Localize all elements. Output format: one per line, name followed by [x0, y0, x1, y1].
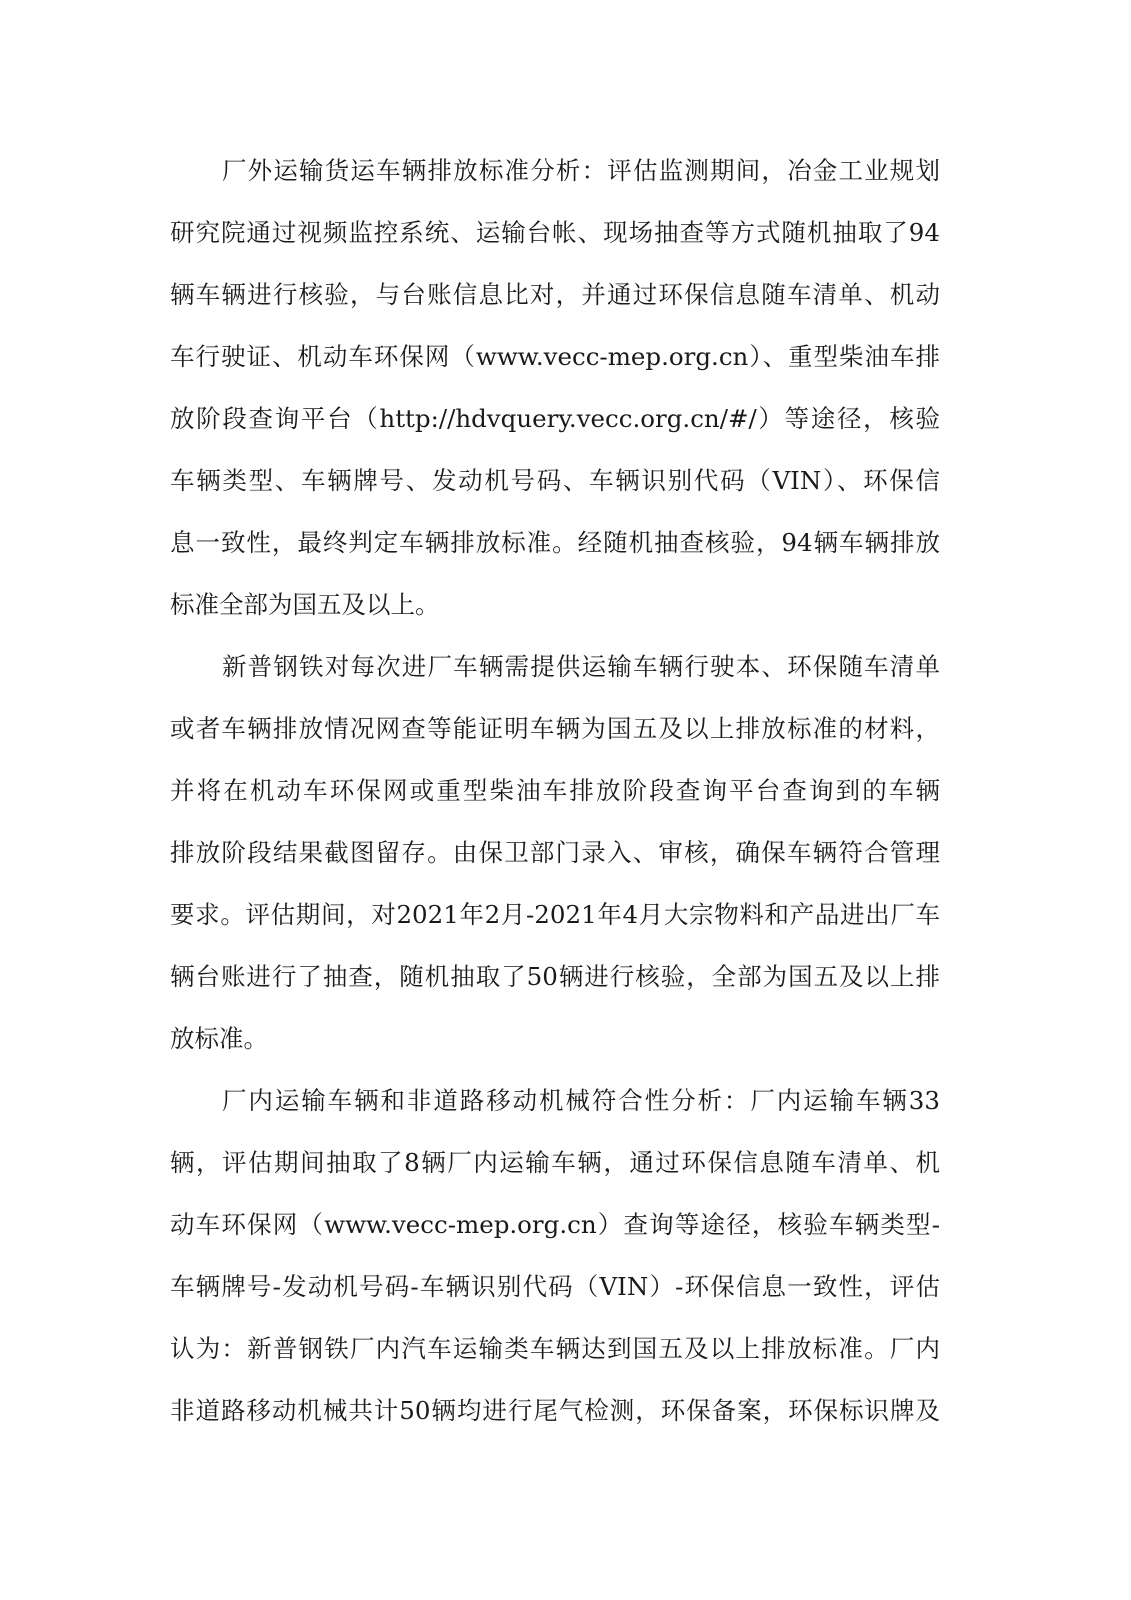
text-line: 辆，评估期间抽取了8辆厂内运输车辆，通过环保信息随车清单、机: [170, 1148, 940, 1177]
paragraph-entry-requirements: [170, 636, 940, 1070]
text-line: 非道路移动机械共计50辆均进行尾气检测，环保备案，环保标识牌及: [170, 1396, 940, 1425]
document-body: [170, 140, 940, 1442]
text-line: 车行驶证、机动车环保网（www.vecc-mep.org.cn）、重型柴油车排: [170, 342, 940, 371]
text-line: 厂内运输车辆和非道路移动机械符合性分析：厂内运输车辆33: [222, 1086, 940, 1115]
text-line: 辆台账进行了抽查，随机抽取了50辆进行核验，全部为国五及以上排: [170, 962, 940, 991]
text-line: 或者车辆排放情况网查等能证明车辆为国五及以上排放标准的材料，: [170, 714, 940, 743]
text-line: 车辆牌号-发动机号码-车辆识别代码（VIN）-环保信息一致性，评估: [170, 1272, 940, 1301]
text-line: 息一致性，最终判定车辆排放标准。经随机抽查核验，94辆车辆排放: [170, 528, 940, 557]
text-line: 研究院通过视频监控系统、运输台帐、现场抽查等方式随机抽取了94: [170, 218, 940, 247]
text-line: 放标准。: [170, 1024, 268, 1053]
text-line: 放阶段查询平台（http://hdvquery.vecc.org.cn/#/）等途径，核验: [170, 404, 940, 433]
text-line: 排放阶段结果截图留存。由保卫部门录入、审核，确保车辆符合管理: [170, 838, 940, 867]
text-line: 要求。评估期间，对2021年2月-2021年4月大宗物料和产品进出厂车: [170, 900, 940, 929]
text-line: 新普钢铁对每次进厂车辆需提供运输车辆行驶本、环保随车清单: [222, 652, 940, 681]
text-line: 认为：新普钢铁厂内汽车运输类车辆达到国五及以上排放标准。厂内: [170, 1334, 940, 1363]
paragraph-external-vehicles: [170, 140, 940, 636]
text-line: 车辆类型、车辆牌号、发动机号码、车辆识别代码（VIN）、环保信: [170, 466, 940, 495]
text-line: 标准全部为国五及以上。: [170, 590, 440, 619]
text-line: 并将在机动车环保网或重型柴油车排放阶段查询平台查询到的车辆: [170, 776, 940, 805]
paragraph-internal-vehicles: [170, 1070, 940, 1442]
text-line: 厂外运输货运车辆排放标准分析：评估监测期间，冶金工业规划: [222, 156, 940, 185]
text-line: 动车环保网（www.vecc-mep.org.cn）查询等途径，核验车辆类型-: [170, 1210, 940, 1239]
text-line: 辆车辆进行核验，与台账信息比对，并通过环保信息随车清单、机动: [170, 280, 940, 309]
